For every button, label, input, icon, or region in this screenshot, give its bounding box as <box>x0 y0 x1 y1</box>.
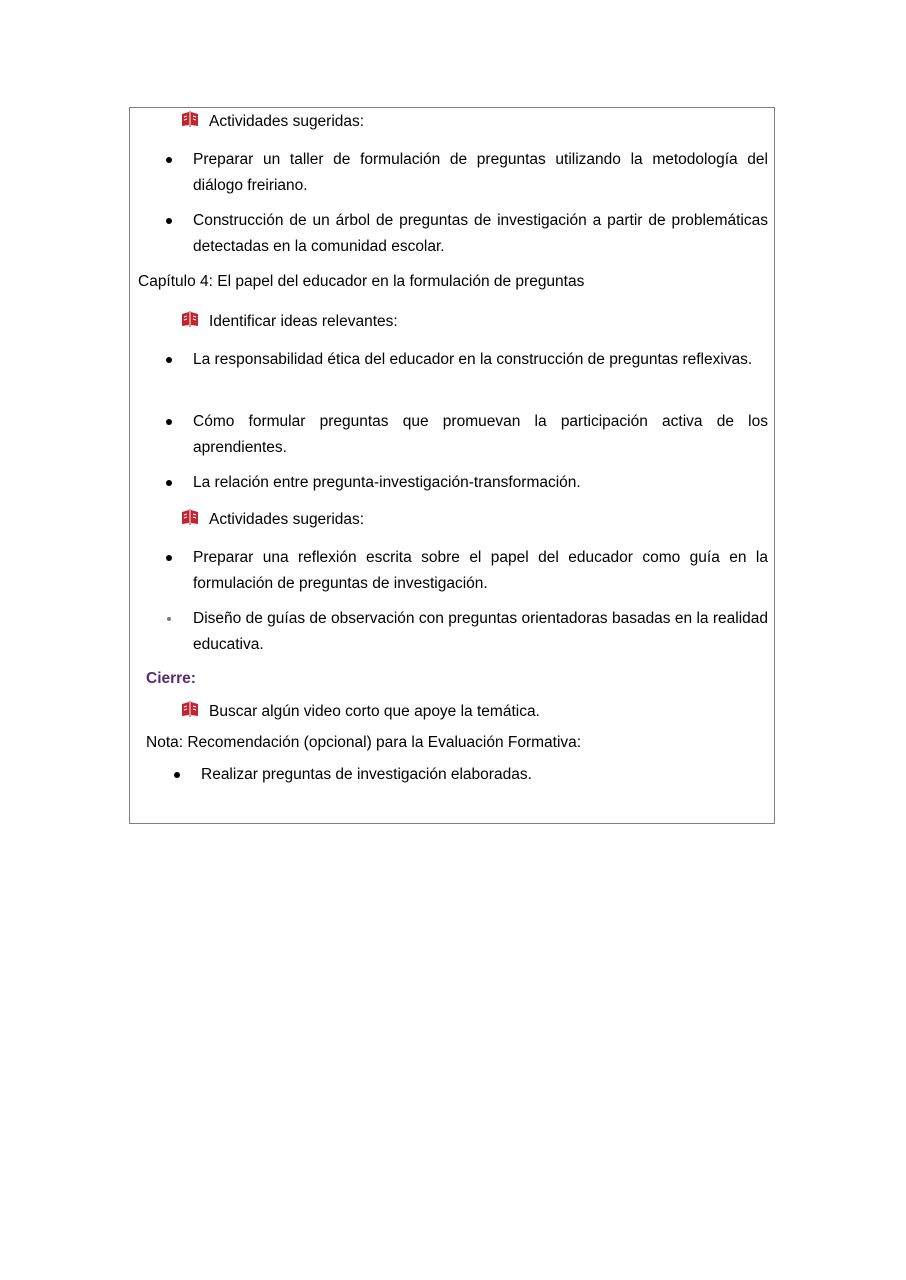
activities-heading-1: Actividades sugeridas: <box>209 113 365 130</box>
list-item: Preparar una reflexión escrita sobre el papel del educador como guía en la formulación de preguntas de investigación. <box>193 549 768 592</box>
red-book-marker-icon <box>181 701 199 717</box>
list-item: La relación entre pregunta-investigación-transformación. <box>193 474 581 491</box>
list-item: Preparar un taller de formulación de preguntas utilizando la metodología del diálogo freiriano. <box>193 151 768 194</box>
ideas-heading: Identificar ideas relevantes: <box>209 313 398 330</box>
red-book-marker-icon <box>181 311 199 327</box>
list-item: Cómo formular preguntas que promuevan la participación activa de los aprendientes. <box>193 413 768 456</box>
bullet-dot-icon <box>166 480 172 486</box>
note-item: Realizar preguntas de investigación elaboradas. <box>201 766 532 783</box>
list-item: Construcción de un árbol de preguntas de investigación a partir de problemáticas detectadas en la comunidad escolar. <box>193 212 768 255</box>
bullet-dot-icon <box>166 555 172 561</box>
red-book-marker-icon <box>181 509 199 525</box>
red-book-marker-icon <box>181 111 199 127</box>
bullet-dot-icon <box>166 419 172 425</box>
bullet-dot-icon <box>166 218 172 224</box>
chapter-title: Capítulo 4: El papel del educador en la formulación de preguntas <box>138 273 585 290</box>
closing-heading: Cierre: <box>146 670 196 687</box>
bullet-dot-icon <box>167 617 171 621</box>
bullet-dot-icon <box>166 157 172 163</box>
bullet-dot-icon <box>174 772 180 778</box>
list-item: La responsabilidad ética del educador en la construcción de preguntas reflexivas. <box>193 351 753 368</box>
list-item: Diseño de guías de observación con preguntas orientadoras basadas en la realidad educativa. <box>193 610 768 653</box>
closing-item: Buscar algún video corto que apoye la temática. <box>209 703 540 720</box>
evaluation-note: Nota: Recomendación (opcional) para la Evaluación Formativa: <box>146 734 582 751</box>
bullet-dot-icon <box>166 357 172 363</box>
activities-heading-2: Actividades sugeridas: <box>209 511 365 528</box>
